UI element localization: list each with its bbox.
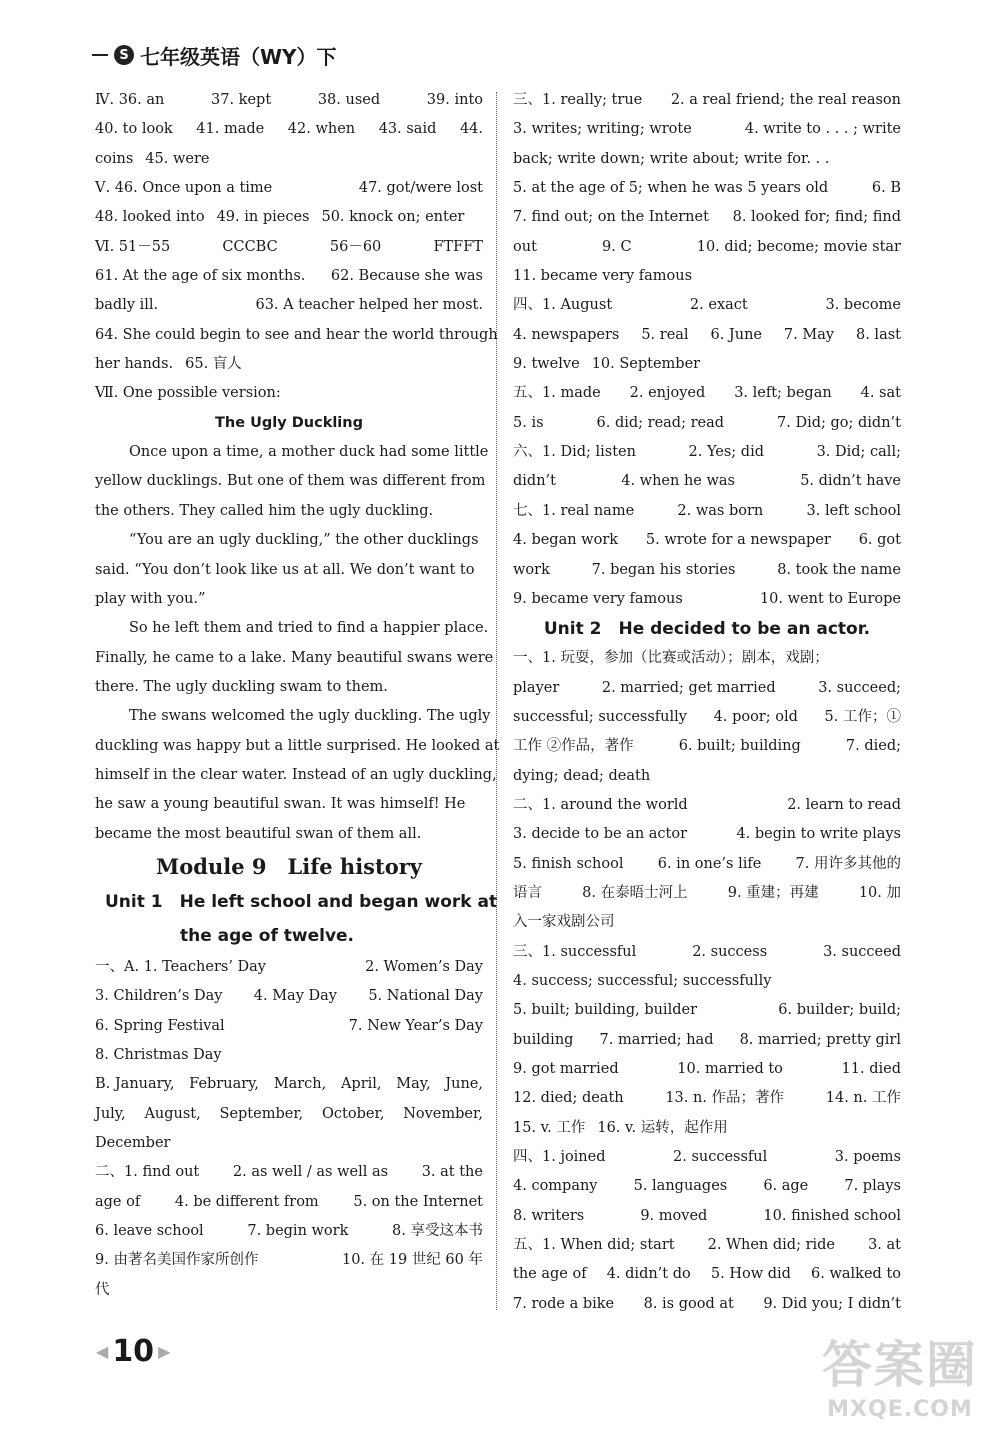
text-segment: 4. May Day [253, 988, 337, 1005]
text-segment: 6. got [858, 532, 901, 549]
text-segment: 5. at the age of 5; when he was 5 years old [513, 180, 829, 197]
text-segment: 5. finish school [513, 855, 624, 872]
left-text-line [95, 1188, 483, 1217]
right-text-line [513, 1143, 901, 1172]
text-segment: didn’t [513, 473, 556, 490]
text-segment: 14. n. 工作 [825, 1090, 901, 1107]
text-segment: 10. 在 19 世纪 60 年 [341, 1252, 483, 1269]
text-segment: 8. married; pretty girl [739, 1031, 901, 1048]
text-segment: 9. 重建；再建 [727, 884, 819, 901]
text-segment: 3. at the [421, 1164, 483, 1181]
text-segment: So he left them and tried to find a happier place. [129, 620, 489, 637]
text-segment: player [513, 679, 560, 696]
right-text-line [513, 379, 901, 408]
text-segment: 6. built; building [678, 738, 801, 755]
watermark [822, 1325, 978, 1422]
text-segment: successful; successfully [513, 708, 687, 725]
text-segment: 9. twelve [513, 356, 580, 373]
text-segment: play with you.” [95, 590, 206, 607]
text-segment: 6. did; read; read [596, 414, 725, 431]
right-text-line [513, 967, 901, 996]
text-segment: 5. 工作；① [824, 708, 901, 725]
right-text-line [513, 233, 901, 262]
text-segment: 2. Women’s Day [365, 958, 483, 975]
right-text-line [513, 291, 901, 320]
text-segment: July, [95, 1105, 126, 1122]
text-segment: April, [340, 1076, 382, 1093]
left-text-line [95, 467, 486, 496]
text-segment: back; write down; write about; write for. . . [513, 150, 830, 167]
left-text-line [95, 673, 483, 702]
text-segment: 4. write to . . . ; write [744, 121, 901, 138]
text-segment: 4. when he was [621, 473, 735, 490]
text-segment: 15. v. 工作 [513, 1119, 586, 1136]
text-segment: 16. v. 运转，起作用 [597, 1119, 728, 1136]
text-segment: 9. 由著名美国作家所创作 [95, 1252, 259, 1269]
left-text-line [95, 585, 483, 614]
right-text-line [513, 350, 901, 379]
text-segment: 10. finished school [763, 1207, 901, 1224]
text-segment: 2. enjoyed [629, 385, 706, 402]
text-segment: June, [445, 1076, 483, 1093]
text-segment: 7. New Year’s Day [348, 1017, 483, 1034]
text-segment: 9. Did you; I didn’t [763, 1295, 901, 1312]
text-segment: March, [273, 1076, 327, 1093]
text-segment: 7. begin work [247, 1223, 349, 1240]
text-segment: 五、1. made [513, 385, 601, 402]
left-text-line [95, 1217, 483, 1246]
right-text-line [513, 1055, 901, 1084]
text-segment: 4. poor; old [713, 708, 798, 725]
text-segment: 3. Children’s Day [95, 988, 223, 1005]
text-segment: 5. real [641, 326, 689, 343]
text-segment: 2. exact [689, 297, 748, 314]
text-segment: there. The ugly duckling swam to them. [95, 678, 388, 695]
text-segment: 2. Yes; did [688, 444, 764, 461]
text-segment: 63. A teacher helped her most. [255, 297, 483, 314]
left-text-line [95, 1129, 483, 1158]
text-segment: December [95, 1135, 171, 1151]
text-segment: The swans welcomed the ugly duckling. The ugly [129, 708, 491, 725]
left-text-line [95, 1070, 483, 1099]
text-segment: 4. didn’t do [606, 1266, 691, 1283]
text-segment: 2. success [692, 943, 768, 960]
text-segment: 41. made [196, 121, 265, 138]
right-text-line [513, 526, 901, 555]
left-text-line [95, 262, 483, 291]
left-text-line [95, 438, 489, 467]
text-segment: 7. married; had [599, 1031, 714, 1048]
left-text-line [95, 86, 483, 115]
text-segment: said. “You don’t look like us at all. We don’t want to [95, 561, 475, 578]
text-segment: 5. is [513, 414, 544, 431]
right-text-line [513, 674, 901, 703]
text-segment: 4. be different from [174, 1193, 319, 1210]
right-text-line [513, 614, 901, 644]
text-segment: age of [95, 1193, 141, 1210]
text-segment: 8. Christmas Day [95, 1046, 222, 1063]
text-segment: CCCBC [222, 238, 278, 255]
right-text-line [513, 644, 901, 673]
left-text-line [95, 174, 483, 203]
text-segment: her hands. [95, 356, 174, 373]
text-segment: 5. built; building, builder [513, 1002, 698, 1019]
left-text-line [95, 732, 500, 761]
text-segment: Unit 1 He left school and began work at [105, 891, 498, 912]
text-segment: 39. into [426, 92, 483, 108]
text-segment: 2. was born [677, 502, 764, 519]
publisher-logo-icon: S [114, 45, 134, 65]
text-segment: 3. poems [834, 1149, 901, 1166]
text-segment: 6. Spring Festival [95, 1017, 225, 1034]
left-text-line [95, 644, 494, 673]
text-segment: 5. wrote for a newspaper [645, 532, 831, 549]
text-segment: 6. in one’s life [657, 855, 762, 872]
text-segment: Ⅴ. 46. Once upon a time [95, 180, 273, 197]
text-segment: 8. took the name [777, 561, 901, 578]
text-segment: 37. kept [211, 92, 272, 108]
right-text-line [513, 791, 901, 820]
text-segment: February, [189, 1076, 260, 1093]
text-segment: Unit 2 He decided to be an actor. [543, 619, 871, 640]
text-segment: 一、A. 1. Teachers’ Day [95, 958, 266, 975]
text-segment: 语言 [513, 884, 542, 901]
text-segment: 2. learn to read [787, 796, 901, 813]
watermark-logo: 答案圈 [822, 1336, 978, 1394]
right-text-line [513, 1084, 901, 1113]
text-segment: 6. June [710, 326, 762, 343]
left-text-line [95, 614, 489, 643]
text-segment: 3. writes; writing; wrote [513, 121, 692, 138]
right-text-line [513, 497, 901, 526]
text-segment: 四、1. August [513, 297, 613, 314]
header-rule [92, 54, 108, 56]
watermark-url: MXQE.COM [827, 1397, 973, 1422]
text-segment: 47. got/were lost [358, 180, 483, 197]
text-segment: 64. She could begin to see and hear the world through [95, 326, 498, 343]
text-segment: 62. Because she was [330, 268, 483, 285]
right-text-line [513, 262, 901, 291]
page-header [92, 40, 337, 70]
text-segment: 9. C [602, 238, 632, 255]
text-segment: 2. married; get married [601, 679, 776, 696]
text-segment: 5. on the Internet [353, 1193, 483, 1210]
text-segment: 三、1. successful [513, 943, 637, 960]
text-segment: 4. began work [513, 532, 619, 549]
text-segment: Once upon a time, a mother duck had some little [129, 444, 489, 461]
text-segment: 3. decide to be an actor [513, 826, 688, 843]
text-segment: 11. became very famous [513, 268, 693, 285]
text-segment: 七、1. real name [513, 502, 635, 519]
left-text-line [95, 1246, 483, 1275]
text-segment: 2. successful [673, 1149, 768, 1166]
text-segment: 56－60 [329, 238, 382, 255]
text-segment: 12. died; death [513, 1090, 624, 1107]
text-segment: 4. company [513, 1178, 598, 1195]
text-segment: 3. succeed; [818, 679, 901, 696]
left-text-line [95, 1012, 483, 1041]
left-text-line [95, 526, 483, 555]
text-segment: 10. 加 [858, 884, 901, 901]
text-segment: building [513, 1031, 574, 1048]
right-text-line [513, 438, 901, 467]
right-text-line [513, 938, 901, 967]
text-segment: 6. B [871, 180, 901, 197]
text-segment: 8. is good at [643, 1295, 734, 1312]
text-segment: 二、1. find out [95, 1164, 200, 1181]
text-segment: 10. September [591, 356, 701, 373]
text-segment: the age of twelve. [180, 925, 355, 946]
text-segment: 10. married to [677, 1061, 783, 1077]
text-segment: 3. left school [806, 502, 901, 519]
text-segment: 8. looked for; find; find [732, 209, 901, 226]
text-segment: 38. used [317, 92, 381, 108]
left-text-line [95, 919, 483, 953]
right-text-line [513, 467, 901, 496]
right-text-line [513, 1290, 901, 1319]
text-segment: 44. [459, 121, 483, 138]
text-segment: the others. They called him the ugly duckling. [95, 502, 434, 519]
right-text-line [513, 908, 901, 937]
left-text-line [95, 1041, 483, 1070]
right-text-line [513, 1026, 901, 1055]
text-segment: 48. looked into [95, 209, 205, 226]
text-segment: Ⅵ. 51－55 [95, 238, 171, 255]
left-text-line [95, 321, 498, 350]
text-segment: FTFFT [433, 238, 483, 255]
text-segment: became the most beautiful swan of them all. [95, 825, 422, 842]
text-segment: 7. died; [845, 738, 901, 755]
text-segment: Ⅶ. One possible version: [95, 385, 281, 402]
right-text-line [513, 820, 901, 849]
right-text-line [513, 1202, 901, 1231]
text-segment: 5. didn’t have [800, 473, 901, 490]
text-segment: 9. got married [513, 1061, 619, 1077]
text-segment: 11. died [841, 1061, 901, 1077]
text-segment: September, [219, 1105, 304, 1122]
book-title: 七年级英语（WY）下 [140, 44, 337, 69]
text-segment: coins [95, 150, 134, 167]
text-segment: badly ill. [95, 297, 159, 314]
text-segment: August, [144, 1105, 201, 1122]
right-arrow-icon: ▶ [158, 1342, 171, 1361]
text-segment: 6. age [763, 1178, 809, 1195]
right-text-line [513, 703, 901, 732]
right-text-line [513, 1114, 901, 1143]
text-segment: 三、1. really; true [513, 92, 643, 108]
right-text-line [513, 1260, 901, 1289]
text-segment: 10. went to Europe [759, 590, 901, 607]
text-segment: himself in the clear water. Instead of an ugly duckling, [95, 766, 497, 783]
text-segment: 6. builder; build; [778, 1002, 901, 1019]
text-segment: 2. as well / as well as [232, 1164, 389, 1181]
left-text-line [95, 1158, 483, 1187]
text-segment: 3. at [868, 1237, 901, 1254]
text-segment: out [513, 238, 537, 255]
text-segment: 3. Did; call; [816, 444, 901, 461]
text-segment: 45. were [145, 150, 210, 167]
left-text-line [95, 1276, 483, 1305]
text-segment: 6. walked to [811, 1266, 901, 1283]
text-segment: The Ugly Duckling [215, 414, 363, 431]
text-segment: 代 [95, 1281, 110, 1298]
left-text-line [95, 790, 483, 819]
text-segment: 3. left; began [734, 385, 832, 402]
left-text-line [95, 115, 483, 144]
text-segment: 3. become [825, 297, 901, 314]
text-segment: Finally, he came to a lake. Many beautiful swans were [95, 649, 494, 666]
text-segment: 五、1. When did; start [513, 1237, 675, 1254]
text-segment: 4. begin to write plays [736, 826, 901, 843]
left-text-line [95, 761, 497, 790]
left-text-line [95, 1100, 483, 1129]
text-segment: 61. At the age of six months. [95, 268, 306, 285]
right-text-line [513, 762, 901, 791]
right-text-line [513, 732, 901, 761]
text-segment: October, [322, 1105, 385, 1122]
page-number: 10 [112, 1334, 155, 1369]
text-segment: 3. succeed [823, 943, 901, 960]
text-segment: 5. National Day [368, 988, 483, 1005]
left-text-line [95, 379, 483, 408]
text-segment: 4. sat [860, 385, 901, 402]
text-segment: 8. last [855, 326, 901, 343]
right-text-line [513, 115, 901, 144]
left-text-line [95, 953, 483, 982]
right-text-line [513, 996, 901, 1025]
text-segment: 65. 盲人 [185, 356, 242, 373]
left-text-line [95, 820, 483, 849]
text-segment: 7. began his stories [591, 561, 736, 578]
right-text-line [513, 556, 901, 585]
text-segment: “You are an ugly duckling,” the other ducklings [129, 532, 479, 549]
text-segment: 43. said [378, 121, 437, 138]
right-text-line [513, 409, 901, 438]
right-text-line [513, 1172, 901, 1201]
text-segment: 4. success; successful; successfully [513, 972, 772, 989]
page-footer [96, 1334, 170, 1369]
text-segment: B. January, [95, 1076, 175, 1093]
right-text-line [513, 321, 901, 350]
left-text-line [95, 497, 483, 526]
left-text-line [95, 203, 483, 232]
text-segment: 8. 在泰晤士河上 [582, 884, 688, 901]
text-segment: 10. did; become; movie star [696, 238, 901, 255]
text-segment: 8. 享受这本书 [392, 1223, 483, 1240]
text-segment: he saw a young beautiful swan. It was himself! He [95, 796, 466, 813]
text-segment: 5. How did [710, 1266, 791, 1283]
left-text-line [95, 885, 498, 919]
text-segment: 42. when [287, 121, 356, 138]
text-segment: 7. 用许多其他的 [795, 855, 901, 872]
left-text-line [95, 702, 491, 731]
text-segment: Ⅳ. 36. an [95, 92, 165, 108]
text-segment: May, [396, 1076, 431, 1093]
text-segment: 工作 ②作品，著作 [513, 738, 634, 755]
text-segment: 一、1. 玩耍，参加（比赛或活动）；剧本，戏剧； [513, 650, 829, 667]
text-segment: 6. leave school [95, 1223, 204, 1240]
column-divider [496, 92, 497, 1310]
left-text-line [95, 350, 483, 379]
text-segment: 四、1. joined [513, 1149, 606, 1166]
right-text-line [513, 850, 901, 879]
right-text-line [513, 86, 901, 115]
text-segment: November, [403, 1105, 483, 1122]
left-text-line [95, 556, 483, 585]
text-segment: 49. in pieces [216, 209, 310, 226]
text-segment: 二、1. around the world [513, 796, 688, 813]
right-text-line [513, 145, 901, 174]
text-segment: yellow ducklings. But one of them was different from [95, 473, 486, 490]
right-column [513, 86, 901, 1319]
text-segment: dying; dead; death [513, 767, 651, 784]
text-segment: 50. knock on; enter [321, 209, 465, 226]
text-segment: 六、1. Did; listen [513, 444, 636, 461]
left-text-line [95, 145, 483, 174]
text-segment: work [513, 561, 550, 578]
text-segment: 5. languages [633, 1178, 728, 1195]
left-text-line [95, 409, 483, 438]
text-segment: 7. Did; go; didn’t [777, 414, 901, 431]
text-segment: 入一家戏剧公司 [513, 914, 615, 931]
text-segment: 2. When did; ride [707, 1237, 835, 1254]
left-text-line [95, 233, 483, 262]
text-segment: 13. n. 作品；著作 [665, 1090, 785, 1107]
text-segment: duckling was happy but a little surprised. He looked at [95, 737, 500, 754]
text-segment: 8. writers [513, 1207, 585, 1224]
text-segment: the age of [513, 1266, 587, 1283]
left-text-line [95, 849, 483, 885]
right-text-line [513, 1231, 901, 1260]
text-segment: Module 9 Life history [156, 853, 422, 879]
right-text-line [513, 879, 901, 908]
right-text-line [513, 203, 901, 232]
text-segment: 4. newspapers [513, 326, 620, 343]
right-text-line [513, 585, 901, 614]
left-text-line [95, 982, 483, 1011]
text-segment: 7. May [783, 326, 835, 343]
left-column [95, 86, 500, 1305]
text-segment: 40. to look [95, 121, 173, 138]
text-segment: 9. moved [640, 1207, 708, 1224]
right-text-line [513, 174, 901, 203]
text-segment: 7. plays [844, 1178, 901, 1195]
text-segment: 7. rode a bike [513, 1295, 615, 1312]
text-segment: 2. a real friend; the real reason [670, 92, 901, 108]
left-text-line [95, 291, 483, 320]
text-segment: 9. became very famous [513, 590, 683, 607]
left-arrow-icon: ◀ [96, 1342, 109, 1361]
text-segment: 7. find out; on the Internet [513, 209, 709, 226]
